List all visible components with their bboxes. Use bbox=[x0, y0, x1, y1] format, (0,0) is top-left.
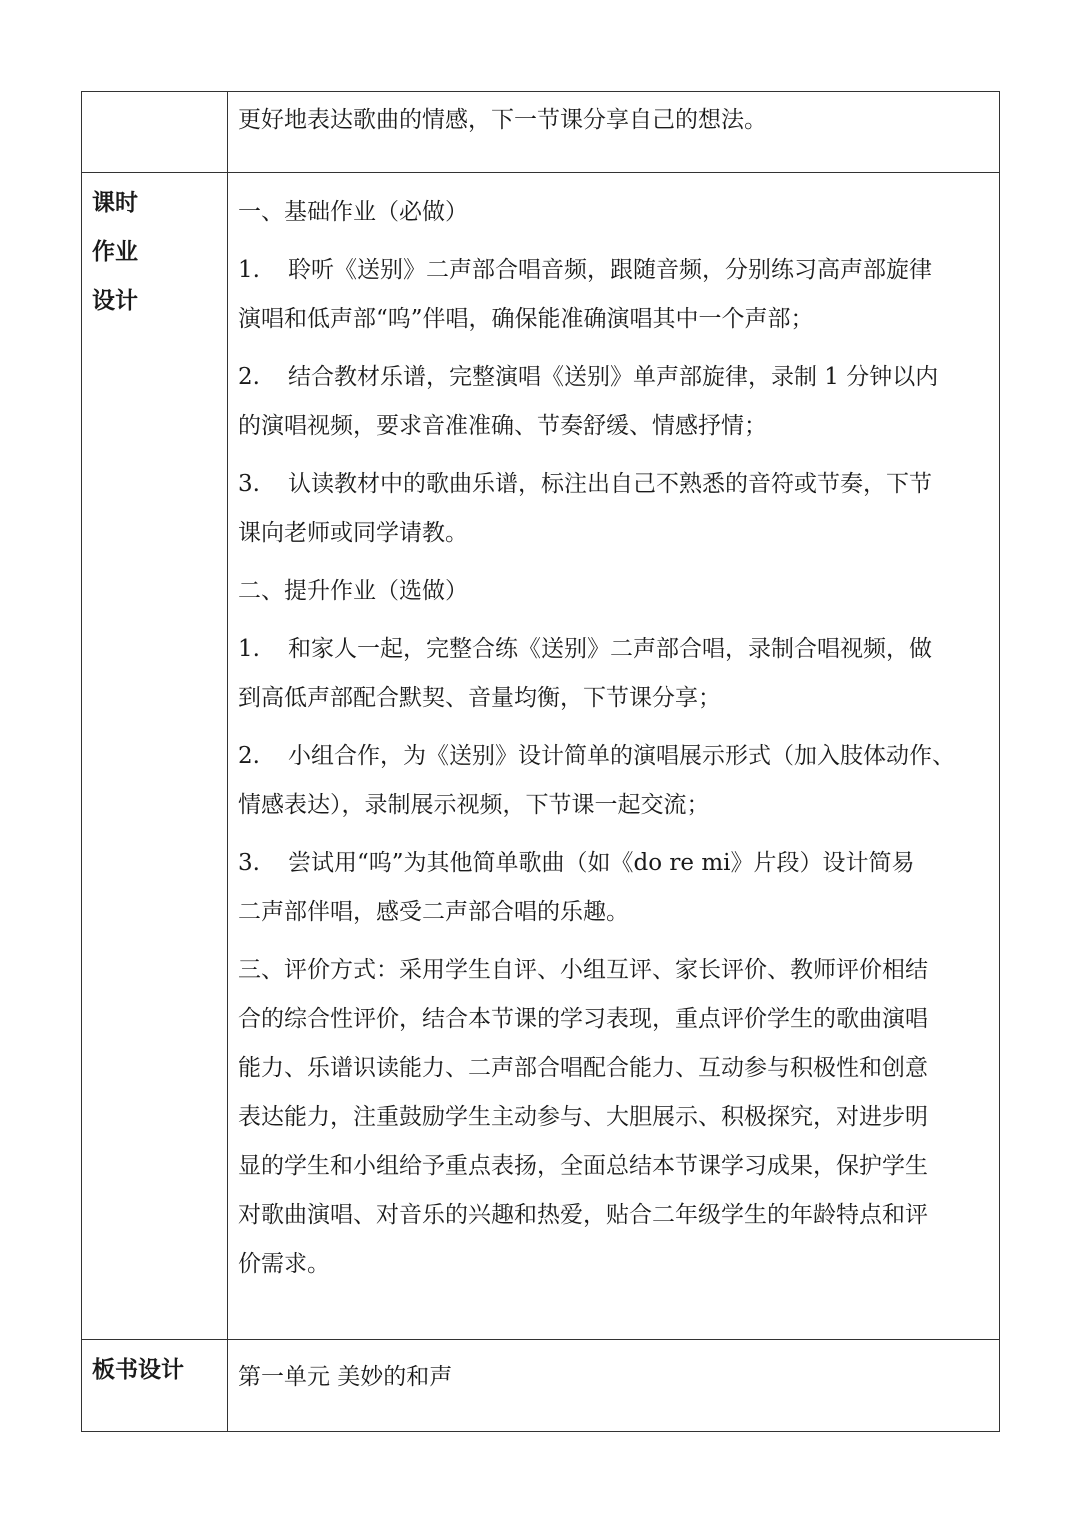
label-line: 作业 bbox=[92, 239, 138, 265]
list-item-cont: 的演唱视频，要求音准准确、节奏舒缓、情感抒情； bbox=[238, 413, 767, 439]
list-item-cont: 演唱和低声部“呜”伴唱，确保能准确演唱其中一个声部； bbox=[238, 306, 814, 332]
section-heading-basic: 一、基础作业（必做） bbox=[238, 199, 468, 225]
label-cell-empty bbox=[82, 92, 228, 173]
evaluation-paragraph: 三、评价方式：采用学生自评、小组互评、家长评价、教师评价相结 合的综合性评价，结合本节课的学习表现，重点评价学生的歌曲演唱 能力、乐谱识读能力、二声部合唱配合能力、互动参与积极性和创意 表达能力，注重鼓励学生主动参与、大胆展示、积极探究，对进步明 显的学生和小组给予重点表扬，全面总结本节课学习成果，保护学生 对歌曲演唱、对音乐的兴趣和热爱，贴合二年级学生的年龄特点和评 价需求。 bbox=[238, 957, 928, 1277]
board-design-text: 第一单元 美妙的和声 bbox=[238, 1364, 453, 1390]
content-cell bbox=[228, 1340, 1000, 1432]
carryover-text: 更好地表达歌曲的情感，下一节课分享自己的想法。 bbox=[238, 107, 767, 133]
table-row bbox=[82, 92, 1000, 173]
table-row bbox=[82, 1340, 1000, 1432]
content-cell bbox=[228, 92, 1000, 173]
table-row bbox=[82, 173, 1000, 1340]
label-cell-homework bbox=[82, 173, 228, 1340]
list-item: 1. 聆听《送别》二声部合唱音频，跟随音频，分别练习高声部旋律 bbox=[238, 257, 932, 283]
content-cell bbox=[228, 173, 1000, 1340]
list-item-cont: 情感表达），录制展示视频，下节课一起交流； bbox=[238, 792, 710, 818]
label-cell-board: 板书设计 bbox=[82, 1340, 228, 1432]
list-item-cont: 课向老师或同学请教。 bbox=[238, 520, 468, 546]
list-item: 3. 尝试用“呜”为其他简单歌曲（如《do re mi》片段）设计简易 bbox=[238, 850, 915, 876]
list-item-cont: 到高低声部配合默契、音量均衡，下节课分享； bbox=[238, 685, 721, 711]
section-heading-advanced: 二、提升作业（选做） bbox=[238, 578, 468, 604]
list-item: 2. 小组合作，为《送别》设计简单的演唱展示形式（加入肢体动作、 bbox=[238, 743, 955, 769]
label-line: 课时 bbox=[92, 190, 138, 216]
list-item: 1. 和家人一起，完整合练《送别》二声部合唱，录制合唱视频，做 bbox=[238, 636, 932, 662]
list-item: 2. 结合教材乐谱，完整演唱《送别》单声部旋律，录制 1 分钟以内 bbox=[238, 364, 939, 390]
list-item-cont: 二声部伴唱，感受二声部合唱的乐趣。 bbox=[238, 899, 629, 925]
lesson-plan-table bbox=[81, 91, 1000, 1432]
label-line: 设计 bbox=[92, 288, 138, 314]
list-item: 3. 认读教材中的歌曲乐谱，标注出自己不熟悉的音符或节奏，下节 bbox=[238, 471, 932, 497]
